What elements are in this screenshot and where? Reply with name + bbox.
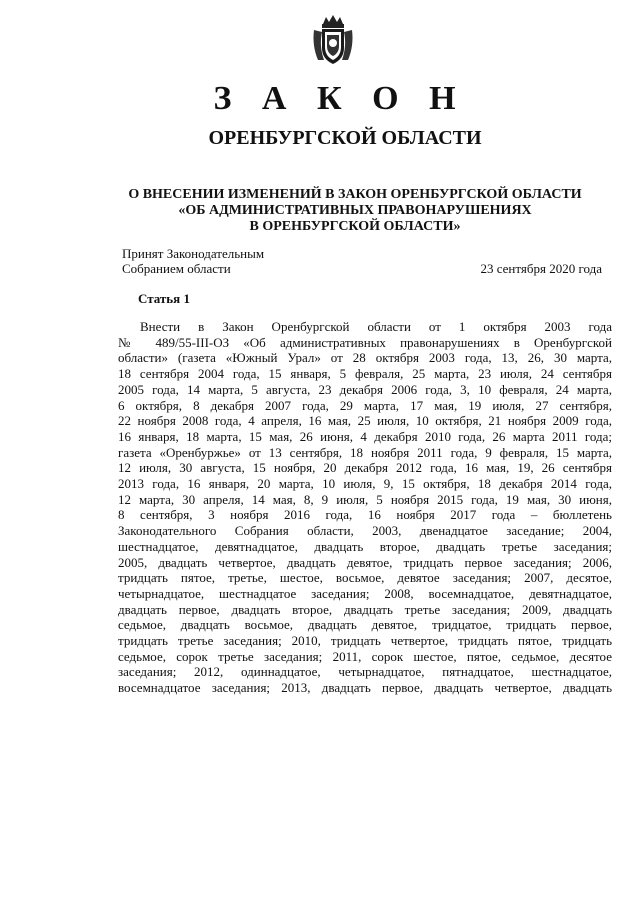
adoption-line: Принят Законодательным [122,246,265,261]
coat-of-arms-icon [310,14,356,66]
body-line: Внести в Закон Оренбургской области от 1 октября 2003 года [140,319,612,334]
subject-line: «ОБ АДМИНИСТРАТИВНЫХ ПРАВОНАРУШЕНИЯХ [178,203,532,218]
adoption-note [122,246,264,276]
body-line: 18 сентября 2004 года, 15 января, 5 февраля, 25 марта, 23 июля, 24 сентября [118,366,612,382]
adoption-date: 23 сентября 2020 года [480,261,602,276]
body-line: области» (газета «Южный Урал» от 28 октября 2003 года, 13, 26, 30 марта, [118,350,612,366]
body-line: восемнадцатое заседания; 2013, двадцать первое, двадцать четвертое, двадцать [118,680,612,696]
subject-line: В ОРЕНБУРГСКОЙ ОБЛАСТИ» [249,219,461,234]
body-line: 8 сентября, 3 ноября 2016 года, 16 ноября 2017 года – бюллетень [118,507,612,523]
body-line: 12 марта, 30 апреля, 14 мая, 8, 9 июля, 5 ноября 2015 года, 19 мая, 30 июня, [118,491,612,507]
law-subject [0,187,640,235]
body-line: газета «Оренбуржье» от 13 сентября, 18 ноября 2011 года, 9 февраля, 15 марта, [118,444,612,460]
subject-line: О ВНЕСЕНИИ ИЗМЕНЕНИЙ В ЗАКОН ОРЕНБУРГСКОЙ ОБЛАСТИ [128,187,582,202]
law-title: З А К О Н [213,80,467,117]
body-line: седьмое, двадцать восьмое, двадцать девятое, тридцатое, тридцать первое, [118,617,612,633]
article-body [118,319,612,696]
body-line: двадцать первое, двадцать второе, двадцать третье заседания; 2009, двадцать [118,601,612,617]
body-line: седьмое, сорок третье заседания; 2011, сорок шестое, пятое, седьмое, десятое [118,648,612,664]
region-title: ОРЕНБУРГСКОЙ ОБЛАСТИ [208,127,482,149]
body-line: тридцать пятое, третье, шестое, восьмое, девятое заседания; 2007, десятое, [118,570,612,586]
body-line: 16 января, 18 марта, 15 мая, 26 июня, 4 декабря 2010 года, 26 марта 2011 года; [118,428,612,444]
body-line: 2013 года, 16 января, 20 марта, 10 июля, 9, 15 октября, 18 декабря 2014 года, [118,476,612,492]
body-line: 2005 года, 14 марта, 5 августа, 23 декабря 2006 года, 3, 10 февраля, 24 марта, [118,381,612,397]
body-line: четырнадцатое, шестнадцатое заседания; 2008, восемнадцатое, девятнадцатое, [118,585,612,601]
article-heading: Статья 1 [138,291,190,306]
body-line: 22 ноября 2008 года, 4 апреля, 16 мая, 25 июля, 10 октября, 21 ноября 2009 года, [118,413,612,429]
body-line: заседания; 2012, одиннадцатое, четырнадцатое, пятнадцатое, шестнадцатое, [118,664,612,680]
adoption-line: Собранием области [122,261,231,276]
body-line: 12 июля, 30 августа, 15 ноября, 20 декабря 2012 года, 16 мая, 19, 26 сентября [118,460,612,476]
body-line: № 489/55-III-ОЗ «Об административных правонарушениях в Оренбургской [118,334,612,350]
body-line: шестнадцатое, девятнадцатое, двадцать второе, двадцать третье заседания; [118,538,612,554]
body-line: Законодательного Собрания области, 2003, двенадцатое заседание; 2004, [118,523,612,539]
body-line: тридцать третье заседания; 2010, тридцать четвертое, тридцать пятое, тридцать [118,633,612,649]
body-line: 6 октября, 8 декабря 2007 года, 29 марта, 17 мая, 19 июля, 27 сентября, [118,397,612,413]
body-line: 2005, двадцать четвертое, двадцать девятое, тридцать первое заседания; 2006, [118,554,612,570]
